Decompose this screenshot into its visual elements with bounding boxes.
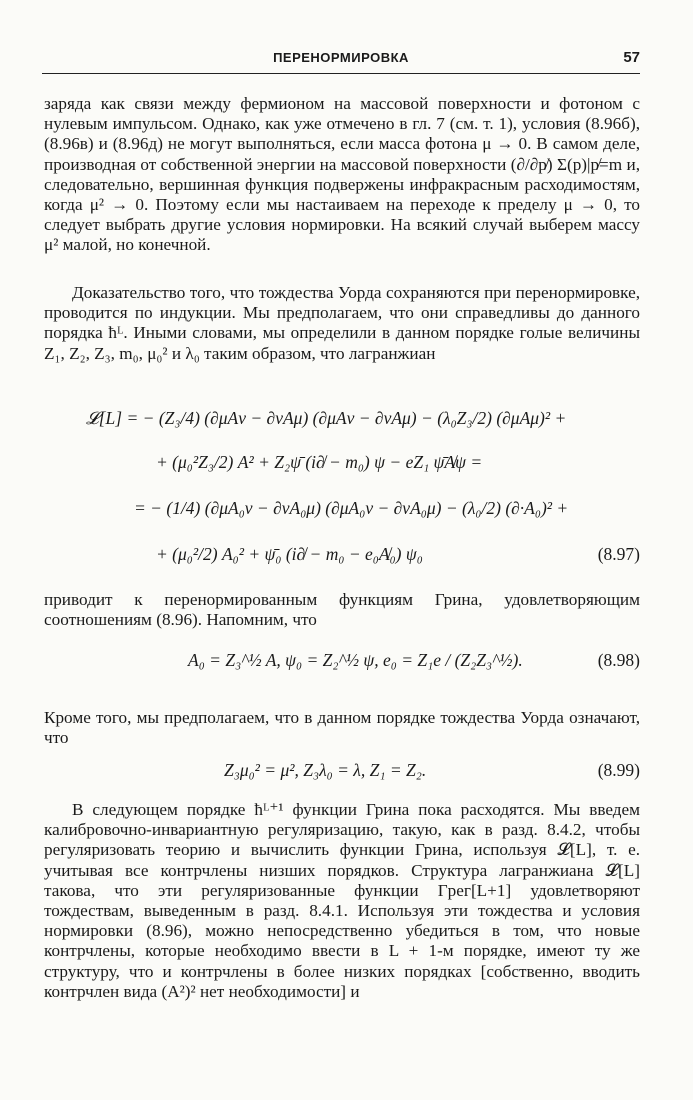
paragraph-1	[44, 94, 640, 256]
equation-8-98	[44, 648, 640, 682]
paragraph-3	[44, 590, 640, 630]
header-rule	[42, 73, 640, 74]
running-head: ПЕРЕНОРМИРОВКА	[273, 50, 409, 65]
paragraph-1-text: заряда как связи между фермионом на массовой поверхности и фотоном с нулевым импульсом. Однако, как уже отмечено в гл. 7 (см. т. 1), условия (8.96б), (8.96в) и (8.96д) не могут выполняться, если масса фотона μ → 0. В самом деле, производная от собственной энергии на массовой поверхности (∂/∂p̸) Σ(p)|p̸=m и, следовательно, вершинная функция подвержены инфракрасным расходимостям, когда μ² → 0. Поэтому если мы настаиваем на переходе к пределу μ → 0, то следует выбрать другие условия нормировки. На всякий случай выберем массу μ² малой, но конечной.	[44, 94, 640, 255]
eq98-number: (8.98)	[597, 650, 640, 670]
eq97-number: (8.97)	[597, 544, 640, 564]
paragraph-2	[44, 283, 640, 364]
paragraph-4	[44, 708, 640, 748]
paragraph-4-text: Кроме того, мы предполагаем, что в данном порядке тождества Уорда означают, что	[44, 708, 640, 748]
paragraph-3-text: приводит к перенормированным функциям Грина, удовлетворяющим соотношениям (8.96). Напомним, что	[44, 590, 640, 630]
equation-8-99	[44, 758, 640, 784]
eq97-line-3: = − (1/4) (∂μA₀ν − ∂νA₀μ) (∂μA₀ν − ∂νA₀μ) − (λ₀/2) (∂·A₀)² +	[134, 498, 569, 518]
paragraph-5	[44, 800, 640, 1002]
eq97-line-2: + (μ₀²Z₃/2) A² + Z₂ψ̄ (i∂̸ − m₀) ψ − eZ₁ ψ̄A̸ψ =	[156, 452, 483, 472]
paragraph-2-text: Доказательство того, что тождества Уорда сохраняются при перенормировке, проводится по индукции. Мы предполагаем, что они справедливы до данного порядка ħᴸ. Иными словами, мы определили в данном порядке голые величины Z₁, Z₂, Z₃, m₀, μ₀² и λ₀ таким образом, что лагранжиан	[44, 283, 640, 363]
eq98-formula: A₀ = Z₃^½ A, ψ₀ = Z₂^½ ψ, e₀ = Z₁e / (Z₂Z₃^½).	[188, 650, 523, 670]
page-header	[42, 50, 640, 72]
eq97-line-1: 𝓛[L] = − (Z₃/4) (∂μAν − ∂νAμ) (∂μAν − ∂νAμ) − (λ₀Z₃/2) (∂μAμ)² +	[86, 408, 567, 428]
paragraph-5-text: В следующем порядке ħᴸ⁺¹ функции Грина пока расходятся. Мы введем калибровочно-инвариантную регуляризацию, такую, как в разд. 8.4.2, чтобы регуляризовать теорию и вычислить функции Грина, используя 𝓛[L], т. е. учитывая все контрчлены низших порядков. Структура лагранжиана 𝓛[L] такова, что эти регуляризованные функции Γрег[L+1] удовлетворяют тождествам, выведенным в разд. 8.4.1. Используя эти тождества и условия нормировки (8.96), можно непосредственно убедиться в том, что новые контрчлены, которые необходимо ввести в L + 1-м порядке, имеют ту же структуру, что и контрчлены в более низких порядках [собственно, вводить контрчлен вида (A²)² нет необходимости] и	[44, 800, 640, 1001]
eq99-formula: Z₃μ₀² = μ², Z₃λ₀ = λ, Z₁ = Z₂.	[224, 760, 427, 780]
eq97-line-4: + (μ₀²/2) A₀² + ψ̄₀ (i∂̸ − m₀ − e₀A̸₀) ψ₀	[156, 544, 423, 564]
page-number: 57	[623, 49, 640, 66]
eq99-number: (8.99)	[597, 760, 640, 780]
equation-8-97	[44, 402, 640, 582]
